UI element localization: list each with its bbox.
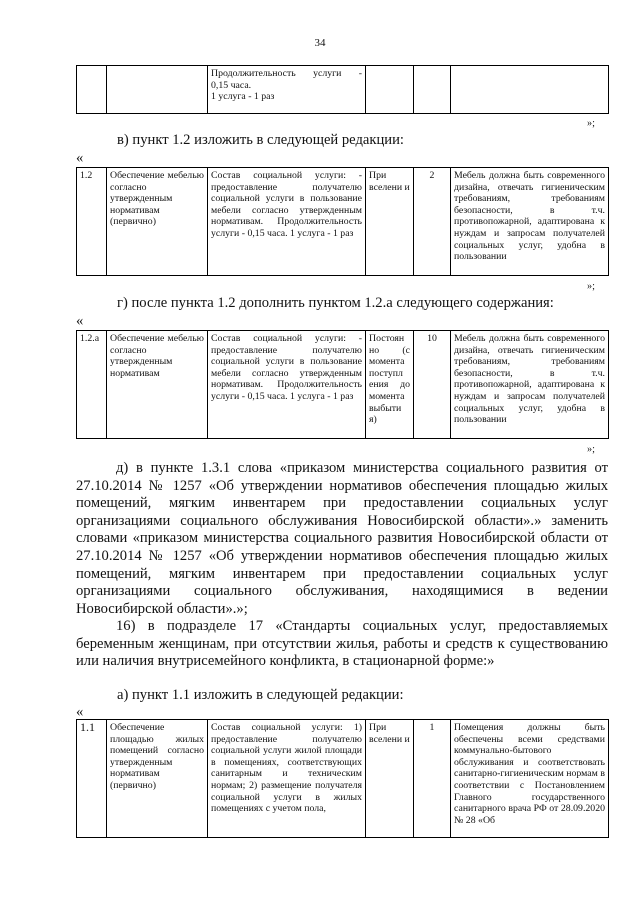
cell-volume xyxy=(414,66,451,114)
cell-num: 1.2 xyxy=(77,168,107,276)
cell-term: При вселени и xyxy=(366,720,414,838)
cell-num: 1.2.а xyxy=(77,331,107,439)
cell-composition: Состав социальной услуги: 1) предоставление получателю социальной услуги жилой площади в помещениях, соответствующих санитарным и техническим нормам; 2) размещение получателя социальной услуги в жилых помещениях с учетом пола, xyxy=(208,720,366,838)
cell-name: Обеспечение мебелью согласно утвержденным нормативам xyxy=(107,331,208,439)
cell-name: Обеспечение мебелью согласно утвержденным нормативам (первично) xyxy=(107,168,208,276)
opening-quote: « xyxy=(76,150,84,166)
duration-line: Продолжительность услуги - xyxy=(211,68,362,79)
page-number: 34 xyxy=(314,37,326,49)
cell-volume: 2 xyxy=(414,168,451,276)
cell-requirements: Помещения должны быть обеспечены всеми средствами коммунально-бытового обслуживания и соответствовать санитарно-гигиеническим нормам в соответствии с Постановлением Главного государственного санитарного врача РФ от 28.09.2020 № 28 «Об xyxy=(451,720,609,838)
heading-g: г) после пункта 1.2 дополнить пунктом 1.2.а следующего содержания: xyxy=(117,295,554,311)
cell-term xyxy=(366,66,414,114)
table-item-1-2a xyxy=(76,330,609,439)
table-item-1-1 xyxy=(76,719,609,838)
closing-quote: »; xyxy=(587,444,595,455)
cell-volume: 10 xyxy=(414,331,451,439)
heading-a: а) пункт 1.1 изложить в следующей редакции: xyxy=(117,687,404,703)
cell-composition: Состав социальной услуги: - предоставление получателю социальной услуги в пользование мебели согласно утвержденным нормативам. Продолжительность услуги - 0,15 часа. 1 услуга - 1 раз xyxy=(208,331,366,439)
heading-v: в) пункт 1.2 изложить в следующей редакции: xyxy=(117,132,404,148)
opening-quote: « xyxy=(76,313,84,329)
closing-quote: »; xyxy=(587,118,595,129)
frequency-line: 1 услуга - 1 раз xyxy=(211,91,275,103)
cell-num: 1.1 xyxy=(77,720,107,838)
paragraph-d: д) в пункте 1.3.1 слова «приказом министерства социального развития от 27.10.2014 № 1257 «Об утверждении нормативов обеспечения площадью жилых помещений, мягким инвентарем при предоставлении социальных услуг организациями социального обслуживания Новосибирской области».» заменить словами «приказом министерства социального развития Новосибирской области от 27.10.2014 № 1257 «Об утверждении нормативов обеспечения площадью жилых помещений, мягким инвентарем при предоставлении социальных услуг организациями социального обслуживания, находящимися в ведении Новосибирской области».»; xyxy=(76,460,608,617)
cell-num xyxy=(77,66,107,114)
cell-name: Обеспечение площадью жилых помещений согласно утвержденным нормативам (первично) xyxy=(107,720,208,838)
cell-volume: 1 xyxy=(414,720,451,838)
table-item-1-2 xyxy=(76,167,609,276)
cell-composition: Состав социальной услуги: - предоставление получателю социальной услуги в пользование мебели согласно утвержденным нормативам. Продолжительность услуги - 0,15 часа. 1 услуга - 1 раз xyxy=(208,168,366,276)
paragraph-16: 16) в подразделе 17 «Стандарты социальных услуг, предоставляемых беременным женщинам, при отсутствии жилья, работы и средств к существованию или наличия внутрисемейного конфликта, в стационарной форме:» xyxy=(76,618,608,670)
cell-term: При вселени и xyxy=(366,168,414,276)
cell-term: Постоян но (с момента поступл ения до момента выбыти я) xyxy=(366,331,414,439)
cell-composition xyxy=(208,66,366,114)
opening-quote: « xyxy=(76,704,84,720)
cell-requirements: Мебель должна быть современного дизайна, отвечать гигиеническим требованиям, требованиям безопасности, в т.ч. противопожарной, адаптирована к нуждам и запросам получателей социальных услуг, удобна в пользовании xyxy=(451,331,609,439)
closing-quote: »; xyxy=(587,281,595,292)
duration-value: 0,15 часа. xyxy=(211,79,252,91)
cell-requirements xyxy=(451,66,609,114)
table-continuation xyxy=(76,65,609,114)
cell-name xyxy=(107,66,208,114)
cell-requirements: Мебель должна быть современного дизайна, отвечать гигиеническим требованиям, требованиям безопасности, в т.ч. противопожарной, адаптирована к нуждам и запросам получателей социальных услуг, удобна в пользовании xyxy=(451,168,609,276)
